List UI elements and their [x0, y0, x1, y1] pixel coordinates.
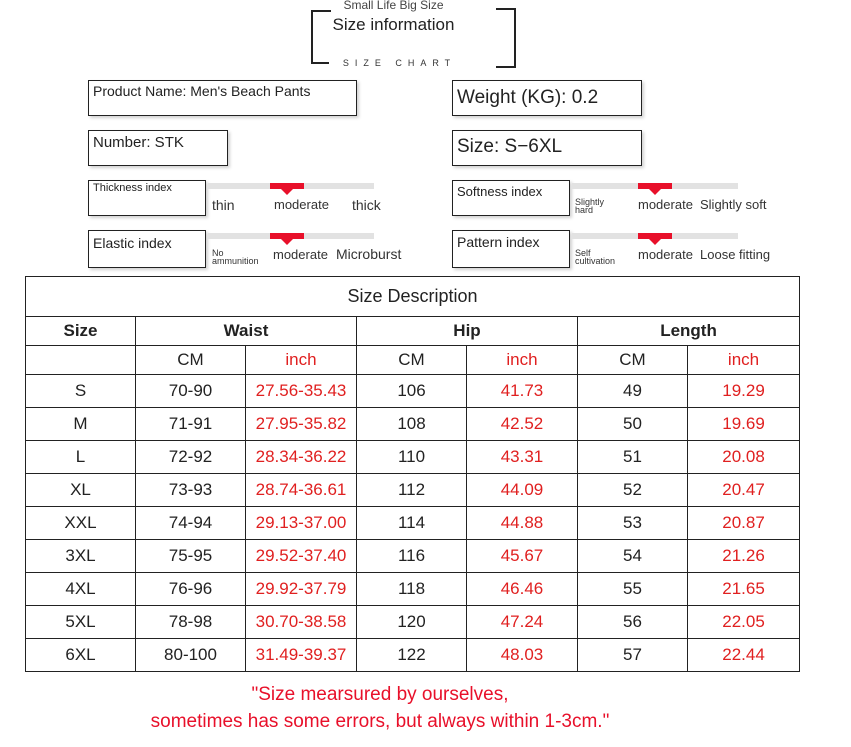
cell-length-cm: 51	[578, 441, 688, 474]
product-name-box	[88, 80, 357, 116]
cell-size: XXL	[26, 507, 136, 540]
bracket-left-bottom	[311, 62, 329, 64]
pattern-slider-marker	[638, 233, 672, 239]
cell-hip-cm: 114	[357, 507, 467, 540]
note-line-2: sometimes has some errors, but always within 1-3cm."	[150, 711, 610, 732]
cell-length-inch: 20.87	[688, 507, 800, 540]
group-header-hip: Hip	[357, 317, 578, 346]
cell-size: 5XL	[26, 606, 136, 639]
pattern-index-box	[452, 230, 570, 268]
cell-hip-cm: 116	[357, 540, 467, 573]
cell-hip-inch: 47.24	[467, 606, 578, 639]
cell-length-cm: 56	[578, 606, 688, 639]
cell-waist-inch: 29.13-37.00	[246, 507, 357, 540]
group-header-length: Length	[578, 317, 800, 346]
size-box	[452, 130, 642, 166]
table-row	[26, 474, 800, 507]
cell-waist-cm: 71-91	[136, 408, 246, 441]
cell-size: XL	[26, 474, 136, 507]
cell-hip-inch: 43.31	[467, 441, 578, 474]
table-row	[26, 507, 800, 540]
thickness-index-label: Thickness index	[93, 182, 172, 194]
unit-header-hip-cm: CM	[357, 346, 467, 375]
thickness-index-box	[88, 180, 206, 216]
table-row	[26, 540, 800, 573]
cell-hip-cm: 108	[357, 408, 467, 441]
cell-waist-cm: 80-100	[136, 639, 246, 672]
cell-waist-cm: 73-93	[136, 474, 246, 507]
cell-length-cm: 53	[578, 507, 688, 540]
elastic-index-box	[88, 230, 206, 268]
elastic-slider-marker	[270, 233, 304, 239]
cell-hip-inch: 41.73	[467, 375, 578, 408]
cell-length-cm: 50	[578, 408, 688, 441]
cell-waist-cm: 75-95	[136, 540, 246, 573]
cell-size: 6XL	[26, 639, 136, 672]
product-name-label: Product Name: Men's Beach Pants	[93, 83, 311, 99]
table-row	[26, 408, 800, 441]
cell-waist-inch: 28.34-36.22	[246, 441, 357, 474]
table-title: Size Description	[26, 277, 800, 317]
table-row	[26, 441, 800, 474]
cell-length-cm: 55	[578, 573, 688, 606]
softness-index-box	[452, 180, 570, 216]
unit-header-waist-cm: CM	[136, 346, 246, 375]
cell-length-cm: 52	[578, 474, 688, 507]
cell-waist-inch: 28.74-36.61	[246, 474, 357, 507]
cell-length-cm: 49	[578, 375, 688, 408]
size-label: Size: S−6XL	[457, 136, 563, 157]
cell-waist-inch: 31.49-39.37	[246, 639, 357, 672]
pattern-index-label: Pattern index	[457, 234, 540, 250]
cell-hip-inch: 44.09	[467, 474, 578, 507]
cell-length-inch: 22.05	[688, 606, 800, 639]
elastic-scale-mid: moderate	[273, 247, 328, 262]
thickness-slider-marker	[270, 183, 304, 189]
cell-waist-inch: 27.95-35.82	[246, 408, 357, 441]
cell-hip-inch: 42.52	[467, 408, 578, 441]
unit-header-length-inch: inch	[688, 346, 800, 375]
cell-hip-inch: 44.88	[467, 507, 578, 540]
cell-waist-cm: 74-94	[136, 507, 246, 540]
cell-waist-cm: 78-98	[136, 606, 246, 639]
cell-size: L	[26, 441, 136, 474]
softness-index-label: Softness index	[457, 184, 543, 199]
cell-waist-inch: 29.52-37.40	[246, 540, 357, 573]
table-row	[26, 375, 800, 408]
cell-size: 3XL	[26, 540, 136, 573]
header-small-text: Small Life Big Size	[343, 0, 444, 12]
number-box	[88, 130, 228, 166]
cell-hip-cm: 106	[357, 375, 467, 408]
cell-length-inch: 19.29	[688, 375, 800, 408]
pattern-scale-high: Loose fitting	[700, 247, 771, 262]
thickness-scale-low: thin	[212, 197, 235, 213]
cell-hip-cm: 120	[357, 606, 467, 639]
softness-scale-mid: moderate	[638, 197, 693, 212]
weight-box	[452, 80, 642, 116]
elastic-scale-low: No ammunition	[212, 248, 259, 266]
header-title: Size information	[332, 15, 455, 34]
cell-hip-inch: 45.67	[467, 540, 578, 573]
cell-length-inch: 21.26	[688, 540, 800, 573]
cell-waist-inch: 29.92-37.79	[246, 573, 357, 606]
cell-hip-cm: 118	[357, 573, 467, 606]
cell-hip-inch: 48.03	[467, 639, 578, 672]
cell-length-inch: 20.08	[688, 441, 800, 474]
cell-hip-cm: 110	[357, 441, 467, 474]
cell-waist-cm: 76-96	[136, 573, 246, 606]
cell-waist-inch: 27.56-35.43	[246, 375, 357, 408]
cell-size: 4XL	[26, 573, 136, 606]
bracket-right	[496, 8, 516, 68]
table-row	[26, 573, 800, 606]
cell-length-inch: 21.65	[688, 573, 800, 606]
pattern-scale-mid: moderate	[638, 247, 693, 262]
cell-size: M	[26, 408, 136, 441]
bracket-left	[311, 10, 331, 64]
cell-length-inch: 22.44	[688, 639, 800, 672]
note-line-1: "Size mearsured by ourselves,	[251, 684, 509, 705]
cell-waist-inch: 30.70-38.58	[246, 606, 357, 639]
cell-length-cm: 57	[578, 639, 688, 672]
softness-slider-marker	[638, 183, 672, 189]
cell-length-inch: 20.47	[688, 474, 800, 507]
table-row	[26, 606, 800, 639]
cell-length-cm: 54	[578, 540, 688, 573]
pattern-scale-low: Self cultivation	[575, 248, 616, 266]
cell-hip-cm: 112	[357, 474, 467, 507]
unit-header-waist-inch: inch	[246, 346, 357, 375]
header-subtitle: SIZE CHART	[342, 58, 457, 68]
number-label: Number: STK	[93, 134, 184, 151]
cell-waist-cm: 70-90	[136, 375, 246, 408]
cell-size: S	[26, 375, 136, 408]
unit-header-length-cm: CM	[578, 346, 688, 375]
softness-scale-low: Slightly hard	[575, 197, 605, 215]
unit-header-blank	[26, 346, 136, 375]
softness-scale-high: Slightly soft	[700, 197, 767, 212]
group-header-size: Size	[26, 317, 136, 346]
size-table	[25, 276, 800, 672]
thickness-scale-high: thick	[352, 197, 381, 213]
unit-header-hip-inch: inch	[467, 346, 578, 375]
cell-hip-cm: 122	[357, 639, 467, 672]
cell-hip-inch: 46.46	[467, 573, 578, 606]
table-row	[26, 639, 800, 672]
cell-length-inch: 19.69	[688, 408, 800, 441]
elastic-scale-high: Microburst	[336, 246, 402, 262]
elastic-index-label: Elastic index	[93, 235, 172, 251]
thickness-scale-mid: moderate	[274, 197, 329, 212]
group-header-waist: Waist	[136, 317, 357, 346]
cell-waist-cm: 72-92	[136, 441, 246, 474]
weight-label: Weight (KG): 0.2	[457, 87, 599, 108]
